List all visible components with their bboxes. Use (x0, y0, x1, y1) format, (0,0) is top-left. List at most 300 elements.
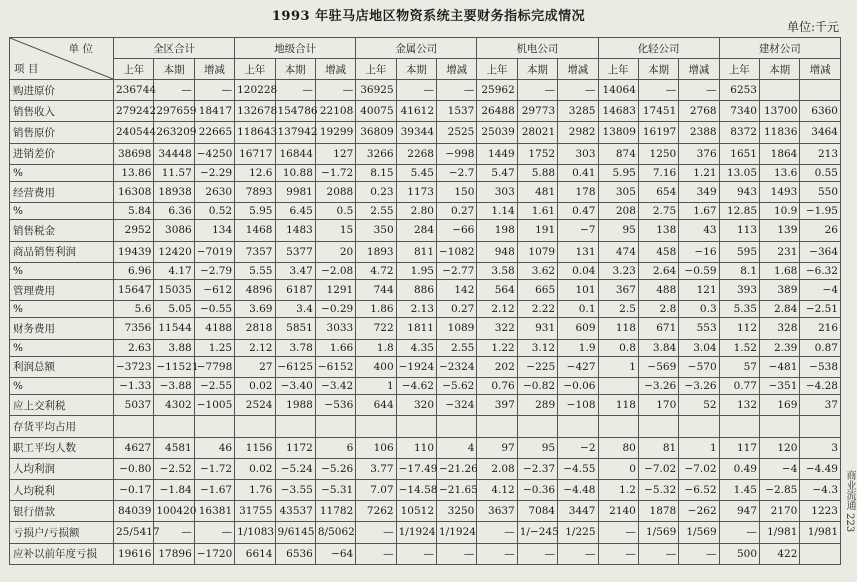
table-cell: 744 (356, 279, 396, 300)
table-cell: 305 (598, 181, 638, 202)
table-row (10, 203, 841, 220)
table-cell: 811 (396, 241, 436, 262)
table-cell: — (679, 80, 719, 101)
table-cell: 481 (517, 181, 557, 202)
table-cell: 11.57 (154, 164, 194, 181)
row-label: 销售税金 (10, 220, 114, 241)
table-cell: 1250 (638, 143, 678, 164)
table-cell: 208 (598, 203, 638, 220)
table-cell: 1223 (800, 501, 841, 522)
table-cell: 7893 (235, 181, 275, 202)
table-cell: 5.88 (517, 164, 557, 181)
table-cell: 16197 (638, 122, 678, 143)
table-cell: −2 (558, 437, 598, 458)
table-cell: 22665 (194, 122, 234, 143)
table-cell: 488 (638, 279, 678, 300)
table-cell (558, 416, 598, 437)
table-cell: — (437, 543, 477, 565)
table-cell: −1005 (194, 395, 234, 416)
table-cell: 1.8 (356, 339, 396, 356)
table-cell: −1.72 (315, 164, 355, 181)
table-cell: −2.7 (437, 164, 477, 181)
table-cell: 320 (396, 395, 436, 416)
table-cell: — (558, 80, 598, 101)
table-cell: 6360 (800, 101, 841, 122)
table-cell: 0.47 (558, 203, 598, 220)
table-cell: −6125 (275, 356, 315, 377)
table-cell: 2.75 (638, 203, 678, 220)
table-cell: 654 (638, 181, 678, 202)
table-row (10, 377, 841, 394)
table-cell: 1.67 (679, 203, 719, 220)
subheader-last-year: 上年 (719, 59, 759, 80)
table-cell: 5377 (275, 241, 315, 262)
table-cell: −16 (679, 241, 719, 262)
table-cell: 8.1 (719, 262, 759, 279)
table-cell: 2.80 (396, 203, 436, 220)
table-row (10, 479, 841, 500)
table-cell: 15035 (154, 279, 194, 300)
table-cell: 644 (356, 395, 396, 416)
table-cell: −3.88 (154, 377, 194, 394)
table-cell: 1/569 (638, 522, 678, 543)
table-cell: 3.69 (235, 301, 275, 318)
table-cell: 7356 (114, 318, 154, 339)
table-cell: 0.23 (356, 181, 396, 202)
table-cell: 2.39 (760, 339, 800, 356)
table-cell: 5.35 (719, 301, 759, 318)
table-cell: — (638, 543, 678, 565)
table-cell: 297659 (154, 101, 194, 122)
table-cell: 117 (719, 437, 759, 458)
table-cell: 1483 (275, 220, 315, 241)
table-body (10, 80, 841, 565)
table-cell: −7.02 (638, 458, 678, 479)
table-cell: 17896 (154, 543, 194, 565)
table-cell: 3.12 (517, 339, 557, 356)
table-cell: −21.26 (437, 458, 477, 479)
table-cell: −4.28 (800, 377, 841, 394)
table-cell: −1.84 (154, 479, 194, 500)
table-cell: 0.87 (800, 339, 841, 356)
table-cell: 1/981 (800, 522, 841, 543)
table-cell: −0.82 (517, 377, 557, 394)
table-cell: 2.13 (396, 301, 436, 318)
corner-header-cell (10, 38, 114, 80)
row-label: 应补以前年度亏损 (10, 543, 114, 565)
table-cell: −2.08 (315, 262, 355, 279)
group-header: 全区合计 (114, 38, 235, 59)
table-cell: 0.49 (719, 458, 759, 479)
table-cell: −364 (800, 241, 841, 262)
corner-unit-label: 单 位 (68, 43, 93, 55)
table-cell: 139 (760, 220, 800, 241)
table-cell: 34448 (154, 143, 194, 164)
table-cell: 16717 (235, 143, 275, 164)
table-cell (598, 377, 638, 394)
table-cell: −4.55 (558, 458, 598, 479)
table-cell: 2952 (114, 220, 154, 241)
table-cell: 118 (598, 318, 638, 339)
table-cell: 3.4 (275, 301, 315, 318)
table-cell: 3.84 (638, 339, 678, 356)
table-cell: 4188 (194, 318, 234, 339)
unit-label: 单位:千元 (786, 20, 839, 34)
table-row (10, 122, 841, 143)
table-cell: −481 (760, 356, 800, 377)
table-cell: 4627 (114, 437, 154, 458)
row-label: 进销差价 (10, 143, 114, 164)
table-cell: 0.5 (315, 203, 355, 220)
table-cell: −4 (760, 458, 800, 479)
table-cell (598, 416, 638, 437)
table-cell: −108 (558, 395, 598, 416)
table-cell: 1156 (235, 437, 275, 458)
table-cell: 1/−245 (517, 522, 557, 543)
table-cell: 95 (517, 437, 557, 458)
table-cell: 10512 (396, 501, 436, 522)
table-cell: 0.04 (558, 262, 598, 279)
table-cell: −0.36 (517, 479, 557, 500)
table-cell: 322 (477, 318, 517, 339)
table-cell: −0.29 (315, 301, 355, 318)
table-row (10, 262, 841, 279)
row-label: 购进原价 (10, 80, 114, 101)
table-cell: −5.31 (315, 479, 355, 500)
table-cell: 349 (679, 181, 719, 202)
row-label: 银行借款 (10, 501, 114, 522)
table-cell: −2.37 (517, 458, 557, 479)
table-cell: 350 (356, 220, 396, 241)
table-cell: 1.66 (315, 339, 355, 356)
table-cell: 36925 (356, 80, 396, 101)
table-cell: 263209 (154, 122, 194, 143)
table-cell: 1468 (235, 220, 275, 241)
table-row (10, 339, 841, 356)
table-cell: 5.05 (154, 301, 194, 318)
table-cell: −1924 (396, 356, 436, 377)
table-cell: −5.62 (437, 377, 477, 394)
table-cell: −2.55 (194, 377, 234, 394)
table-cell: 2.22 (517, 301, 557, 318)
row-label: 应上交利税 (10, 395, 114, 416)
table-cell: 41612 (396, 101, 436, 122)
table-cell: 722 (356, 318, 396, 339)
table-cell: −2.51 (800, 301, 841, 318)
table-cell: 1/569 (679, 522, 719, 543)
table-cell: 150 (437, 181, 477, 202)
table-cell: 1.61 (517, 203, 557, 220)
table-cell (719, 416, 759, 437)
table-row (10, 80, 841, 101)
table-cell: 2818 (235, 318, 275, 339)
table-cell: 43537 (275, 501, 315, 522)
table-cell: −569 (638, 356, 678, 377)
table-cell (437, 416, 477, 437)
table-cell: 874 (598, 143, 638, 164)
table-cell: 376 (679, 143, 719, 164)
table-cell: 2388 (679, 122, 719, 143)
table-cell: −5.26 (315, 458, 355, 479)
table-cell: 106 (356, 437, 396, 458)
table-cell: 3285 (558, 101, 598, 122)
financial-indicators-table (9, 37, 841, 565)
table-cell: 178 (558, 181, 598, 202)
table-row (10, 395, 841, 416)
table-cell: −14.58 (396, 479, 436, 500)
table-cell: 0.8 (598, 339, 638, 356)
table-cell: 80 (598, 437, 638, 458)
table-cell: 118 (598, 395, 638, 416)
table-row (10, 318, 841, 339)
subheader-last-year: 上年 (235, 59, 275, 80)
table-cell: 2982 (558, 122, 598, 143)
table-cell: 2.5 (598, 301, 638, 318)
row-label: 管理费用 (10, 279, 114, 300)
table-cell: 2268 (396, 143, 436, 164)
table-cell: 6614 (235, 543, 275, 565)
table-row (10, 416, 841, 437)
table-cell: 240544 (114, 122, 154, 143)
table-cell: 25039 (477, 122, 517, 143)
table-cell: 46 (194, 437, 234, 458)
subheader-change: 增减 (679, 59, 719, 80)
table-cell: 134 (194, 220, 234, 241)
table-cell: 84039 (114, 501, 154, 522)
row-label: 人均税利 (10, 479, 114, 500)
table-cell: — (517, 80, 557, 101)
table-cell: −7.02 (679, 458, 719, 479)
table-cell: 112 (719, 318, 759, 339)
row-label: 销售原价 (10, 122, 114, 143)
table-cell (235, 416, 275, 437)
subheader-current: 本期 (154, 59, 194, 80)
table-cell: 4581 (154, 437, 194, 458)
table-cell: 100420 (154, 501, 194, 522)
table-cell: 1.52 (719, 339, 759, 356)
row-label: 销售收入 (10, 101, 114, 122)
table-cell: 118643 (235, 122, 275, 143)
table-row (10, 501, 841, 522)
table-cell: −351 (760, 377, 800, 394)
table-cell: 202 (477, 356, 517, 377)
table-cell: 3086 (154, 220, 194, 241)
table-cell: 138 (638, 220, 678, 241)
table-cell: 5.55 (235, 262, 275, 279)
table-cell: 5.45 (396, 164, 436, 181)
table-cell: 39344 (396, 122, 436, 143)
table-cell: 4.17 (154, 262, 194, 279)
table-cell: 17451 (638, 101, 678, 122)
table-cell: 367 (598, 279, 638, 300)
table-cell: 19616 (114, 543, 154, 565)
table-row (10, 101, 841, 122)
group-header: 机电公司 (477, 38, 598, 59)
table-cell: 3.23 (598, 262, 638, 279)
row-label: % (10, 164, 114, 181)
table-cell: 4302 (154, 395, 194, 416)
table-cell: 38698 (114, 143, 154, 164)
table-cell: −1.95 (800, 203, 841, 220)
table-cell: 27 (235, 356, 275, 377)
table-row (10, 279, 841, 300)
table-cell: 132678 (235, 101, 275, 122)
table-cell: 5037 (114, 395, 154, 416)
table-cell: −2.79 (194, 262, 234, 279)
subheader-row (10, 59, 841, 80)
table-cell: 4.72 (356, 262, 396, 279)
table-cell: 7262 (356, 501, 396, 522)
table-cell: 2.63 (114, 339, 154, 356)
table-cell: — (477, 543, 517, 565)
table-cell: — (598, 543, 638, 565)
table-cell: −3.26 (679, 377, 719, 394)
table-cell: 15 (315, 220, 355, 241)
table-cell: 7084 (517, 501, 557, 522)
table-title: 1993 年驻马店地区物资系统主要财务指标完成情况 (271, 9, 586, 24)
table-cell: 3033 (315, 318, 355, 339)
subheader-change: 增减 (437, 59, 477, 80)
table-cell: — (517, 543, 557, 565)
table-cell: −3.42 (315, 377, 355, 394)
table-row (10, 181, 841, 202)
table-cell: −4.3 (800, 479, 841, 500)
table-cell (356, 416, 396, 437)
table-cell: 4.35 (396, 339, 436, 356)
table-cell: 11544 (154, 318, 194, 339)
row-label: % (10, 203, 114, 220)
table-cell: 1/981 (760, 522, 800, 543)
table-cell: 26 (800, 220, 841, 241)
table-cell: −0.59 (679, 262, 719, 279)
table-cell: 3.62 (517, 262, 557, 279)
table-cell: 1651 (719, 143, 759, 164)
table-cell: 1493 (760, 181, 800, 202)
table-cell: — (396, 80, 436, 101)
table-cell: 0 (598, 458, 638, 479)
table-cell: 3.88 (154, 339, 194, 356)
table-cell: 500 (719, 543, 759, 565)
table-cell: 1449 (477, 143, 517, 164)
table-cell: — (356, 522, 396, 543)
table-cell: −2324 (437, 356, 477, 377)
table-cell: 3637 (477, 501, 517, 522)
table-cell: 20 (315, 241, 355, 262)
table-cell: 36809 (356, 122, 396, 143)
table-cell: 12.6 (235, 164, 275, 181)
table-cell: 1.25 (194, 339, 234, 356)
table-cell: −538 (800, 356, 841, 377)
table-cell: 279242 (114, 101, 154, 122)
table-cell: 1988 (275, 395, 315, 416)
table-cell: 16844 (275, 143, 315, 164)
table-cell: 3.77 (356, 458, 396, 479)
table-cell: 4.12 (477, 479, 517, 500)
table-cell: 2170 (760, 501, 800, 522)
table-cell: 2.55 (356, 203, 396, 220)
table-cell: −7019 (194, 241, 234, 262)
table-cell: −998 (437, 143, 477, 164)
table-cell: −2.77 (437, 262, 477, 279)
table-cell: 25962 (477, 80, 517, 101)
subheader-change: 增减 (558, 59, 598, 80)
table-cell: 397 (477, 395, 517, 416)
table-cell: 2140 (598, 501, 638, 522)
table-cell: 14064 (598, 80, 638, 101)
table-cell: 2.8 (638, 301, 678, 318)
row-label: 存货平均占用 (10, 416, 114, 437)
table-cell (638, 416, 678, 437)
subheader-last-year: 上年 (598, 59, 638, 80)
table-row (10, 356, 841, 377)
table-row (10, 301, 841, 318)
table-cell: 2.08 (477, 458, 517, 479)
table-cell: 1089 (437, 318, 477, 339)
table-cell: 948 (477, 241, 517, 262)
table-cell: 191 (517, 220, 557, 241)
table-cell: −570 (679, 356, 719, 377)
table-cell: 0.41 (558, 164, 598, 181)
subheader-last-year: 上年 (477, 59, 517, 80)
table-cell: 120 (760, 437, 800, 458)
table-cell: 0.77 (719, 377, 759, 394)
table-cell: −17.49 (396, 458, 436, 479)
table-cell: 1/1083 (235, 522, 275, 543)
table-cell: — (558, 543, 598, 565)
table-cell: −66 (437, 220, 477, 241)
table-cell: 12.85 (719, 203, 759, 220)
table-cell: 3.78 (275, 339, 315, 356)
group-header: 化轻公司 (598, 38, 719, 59)
table-cell: 12420 (154, 241, 194, 262)
table-cell: 213 (800, 143, 841, 164)
table-cell: 13.05 (719, 164, 759, 181)
subheader-current: 本期 (638, 59, 678, 80)
group-header: 建材公司 (719, 38, 840, 59)
row-label: % (10, 262, 114, 279)
table-cell: 400 (356, 356, 396, 377)
table-cell: −612 (194, 279, 234, 300)
table-cell: 7.16 (638, 164, 678, 181)
table-row (10, 164, 841, 181)
table-cell: 52 (679, 395, 719, 416)
table-cell: 3.04 (679, 339, 719, 356)
table-cell: 31755 (235, 501, 275, 522)
row-label: 职工平均人数 (10, 437, 114, 458)
table-cell: −3.26 (638, 377, 678, 394)
table-cell: 6.96 (114, 262, 154, 279)
table-cell: −2.85 (760, 479, 800, 500)
table-cell: — (396, 543, 436, 565)
table-cell: 169 (760, 395, 800, 416)
table-cell: 289 (517, 395, 557, 416)
table-cell: — (356, 543, 396, 565)
table-cell: — (154, 522, 194, 543)
table-cell: 120228 (235, 80, 275, 101)
table-cell: −0.80 (114, 458, 154, 479)
table-cell: 14683 (598, 101, 638, 122)
table-cell: −6.32 (800, 262, 841, 279)
table-cell: — (275, 80, 315, 101)
table-cell: 303 (477, 181, 517, 202)
table-cell: 3464 (800, 122, 841, 143)
table-cell: −7798 (194, 356, 234, 377)
table-cell: 422 (760, 543, 800, 565)
table-cell: 29773 (517, 101, 557, 122)
table-cell: 1893 (356, 241, 396, 262)
table-cell: 3266 (356, 143, 396, 164)
table-cell: 19439 (114, 241, 154, 262)
